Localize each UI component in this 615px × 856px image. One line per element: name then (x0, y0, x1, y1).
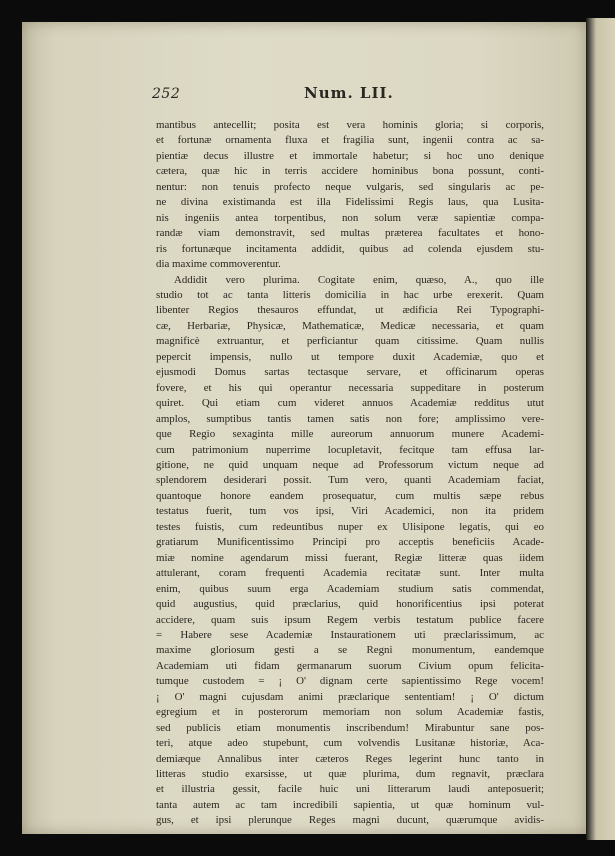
text-line: et fortunæ ornamenta fluxa et fragilia sunt, ingenii contra ac sa- (156, 134, 544, 147)
text-line: quid augustius, quid præclarius, quid honorificentius ipsi poterat (156, 598, 544, 611)
text-line: amplos, sumptibus tantis tamen satis non fore; amplissimo vere- (156, 412, 544, 425)
text-line: splendorem desiderari possit. Tum vero, quanti Academiam faciat, (156, 474, 544, 487)
text-line: fovere, et his qui operantur necessaria suppeditare in posterum (156, 381, 544, 394)
text-line: ris fortunæque incitamenta addidit, quibus ad colenda ejusdem stu- (156, 242, 544, 255)
text-line: ejusmodi Domus sartas tectasque servare, et officinarum operas (156, 366, 544, 379)
text-line: cum patrimonium nuperrime locupletavit, fecitque tam effusa lar- (156, 443, 544, 456)
text-line: gus, et ipsi plerunque Reges magni ducunt, quærumque avidis- (156, 814, 544, 827)
page-number: 252 (152, 86, 181, 102)
text-line: quantoque honore eandem prosequatur, cum multis sæpe rebus (156, 489, 544, 502)
text-line: libenter Regios thesauros effundat, ut ædificia Rei Typographi- (156, 304, 544, 317)
text-line: teri, atque adeo stupebunt, cum volvendis Lusitanæ historiæ, Aca- (156, 737, 544, 750)
text-line: attulerant, coram frequenti Academia recitatæ sunt. Inter multa (156, 567, 544, 580)
text-line: studio tot ac tanta litteris domicilia in hac urbe erexerit. Quam (156, 288, 544, 301)
text-line: quiret. Qui etiam cum videret annuos Academiæ redditus utut (156, 397, 544, 410)
text-line: cæ, Herbariæ, Physicæ, Mathematicæ, Medicæ necessaria, et quam (156, 319, 544, 332)
text-line: testes fuistis, cum redeuntibus nuper ex Ulisipone legatis, qui eo (156, 520, 544, 533)
text-line: = Habere sese Academiæ Instaurationem uti præclarissimum, ac (156, 628, 544, 641)
text-line: ¡ O' magni cujusdam animi præclarique sententiam! ¡ O' dictum (156, 690, 544, 703)
text-line: gratiarum Munificentissimo Principi pro acceptis beneficiis Acade- (156, 536, 544, 549)
text-line: nis ingeniis antea torpentibus, non solum veræ sapientiæ compa- (156, 211, 544, 224)
text-line: Addidit vero plurima. Cogitate enim, quæso, A., quo ille (174, 273, 544, 286)
text-line: cætera, quæ hic in terris accidere hominibus bona possunt, conti- (156, 165, 544, 178)
text-line: que Regio sexaginta mille aureorum annuorum munere Academi- (156, 428, 544, 441)
page-header (22, 86, 586, 112)
text-line: maxime gloriosum gesti a se Regni monumentum, eandemque (156, 644, 544, 657)
text-line: miæ nomine agendarum missi fuerant, Regiæ litteræ quas iidem (156, 551, 544, 564)
text-line: randæ viam demonstravit, sed multas præterea facultates et hono- (156, 227, 544, 240)
text-line: magnificè extruantur, et perficiantur quam citissime. Quam nullis (156, 335, 544, 348)
text-line: sed publicis etiam monumentis inscribendum! Mirabuntur sane pos- (156, 721, 544, 734)
text-line: tumque custodem = ¡ O' dignam certe sapientissimo Rege vocem! (156, 675, 544, 688)
book-page (22, 22, 586, 834)
text-line: tanta autem ac tam incredibili sapientia, ut quæ hominum vul- (156, 798, 544, 811)
text-line: ne divina existimanda est illa Fidelissimi Regis laus, qua Lusita- (156, 196, 544, 209)
text-line: pientiæ decus illustre et immortale habetur; si hoc uno denique (156, 149, 544, 162)
text-line: dia maxime commoverentur. (156, 258, 281, 271)
next-page-edge (586, 18, 615, 840)
body-text (156, 118, 544, 829)
running-title: Num. LII. (304, 84, 394, 102)
text-line: testatus fuerit, tum vos ipsi, Viri Academici, non ita pridem (156, 505, 544, 518)
text-line: nentur: non tenuis profecto neque vulgaris, sed singularis ac pe- (156, 180, 544, 193)
text-line: egregium et in posterorum memoriam non solum Academiæ fastis, (156, 706, 544, 719)
text-line: litteras studio exarsisse, ut quæ plurima, dum regnavit, præclara (156, 768, 544, 781)
text-line: gitione, ne quid unquam neque ad Professorum victum neque ad (156, 458, 544, 471)
text-line: enim, quibus suum erga Academiam studium satis commendat, (156, 582, 544, 595)
text-line: accidere, quam suis ipsum Regem verbis testatum publice facere (156, 613, 544, 626)
text-line: pepercit impensis, nullo ut tempore duxit Academiæ, quo et (156, 350, 544, 363)
text-line: Academiam uti fidam germanarum suorum Civium opum felicita- (156, 659, 544, 672)
text-line: mantibus antecellit; posita est vera hominis gloria; si corporis, (156, 119, 544, 131)
text-line: et illustria gessit, facile huic uni litterarum laudi anteposuerit; (156, 783, 544, 796)
text-line: demiæque Annalibus inter cæteros Reges legerint hunc tanto in (156, 752, 544, 765)
